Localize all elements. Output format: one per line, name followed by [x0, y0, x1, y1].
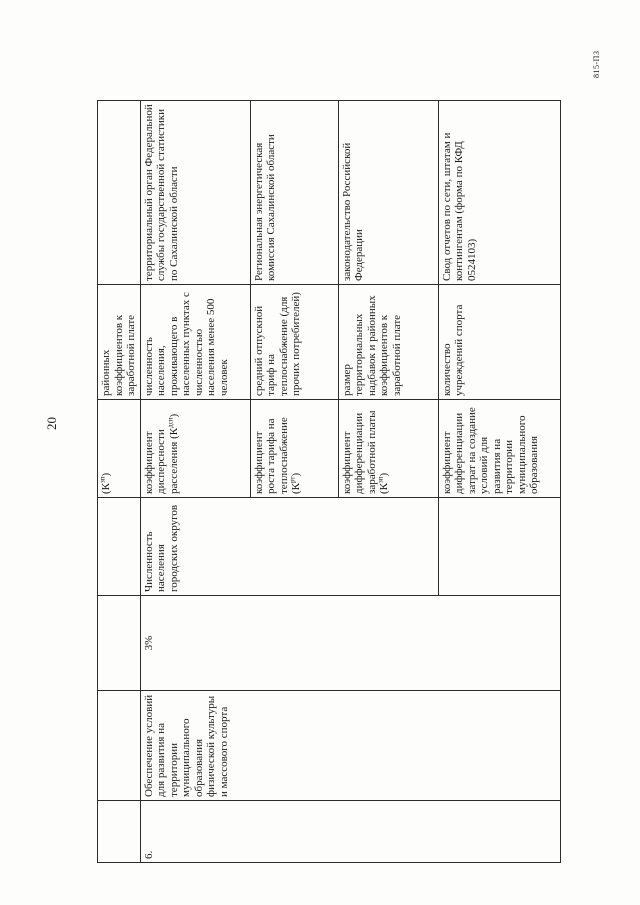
page-number: 20 — [44, 417, 59, 430]
cell-name: Обеспечение условий для развития на территории муниципального образования физической культуры и массового спорта — [140, 691, 560, 801]
cell-coefficient: $(К^{зп})$ — [98, 400, 141, 498]
cell-num: 6. — [140, 801, 560, 863]
distribution-table — [97, 100, 561, 863]
cell-name — [98, 691, 141, 801]
rotated-table-container — [97, 101, 557, 863]
cell-num — [98, 801, 141, 863]
cell-indicator: численность населения, проживающего в населенных пунктах с численностью населения менее 500 человек — [140, 285, 250, 400]
cell-source: законодательство Российской Федерации — [338, 101, 438, 285]
cell-criterion — [438, 498, 560, 596]
cell-coefficient: коэффициент дифференциации заработной платы $(К^{зп})$ — [338, 400, 438, 498]
table-row-continuation — [98, 101, 141, 863]
cell-coefficient: коэффициент дисперсности расселения $(К^{дсп})$ — [140, 400, 250, 498]
cell-share: 3% — [140, 596, 560, 691]
cell-indicator: размер территориальных надбавок и районных коэффициентов к заработной плате — [338, 285, 438, 400]
cell-indicator: районных коэффициентов к заработной плате — [98, 285, 141, 400]
cell-indicator: количество учреждений спорта — [438, 285, 560, 400]
cell-coefficient: коэффициент роста тарифа на теплоснабжение $(К^{рт})$ — [250, 400, 338, 498]
cell-source: Региональная энергетическая комиссия Сахалинской области — [250, 101, 338, 285]
cell-share — [98, 596, 141, 691]
table-row — [140, 101, 250, 863]
cell-source: территориальный орган Федеральной службы государственной статистики по Сахалинской области — [140, 101, 250, 285]
document-code: 815-ПЗ — [592, 50, 601, 78]
cell-indicator: средний отпускной тариф на теплоснабжение (для прочих потребителей) — [250, 285, 338, 400]
cell-criterion: Численность населения городских округов — [140, 498, 438, 596]
cell-source — [98, 101, 141, 285]
cell-source: Свод отчетов по сети, штатам и контингентам (форма по КФД 0524103) — [438, 101, 560, 285]
cell-coefficient: коэффициент дифференциации затрат на создание условий для развития на территории муниципального образования — [438, 400, 560, 498]
cell-criterion — [98, 498, 141, 596]
